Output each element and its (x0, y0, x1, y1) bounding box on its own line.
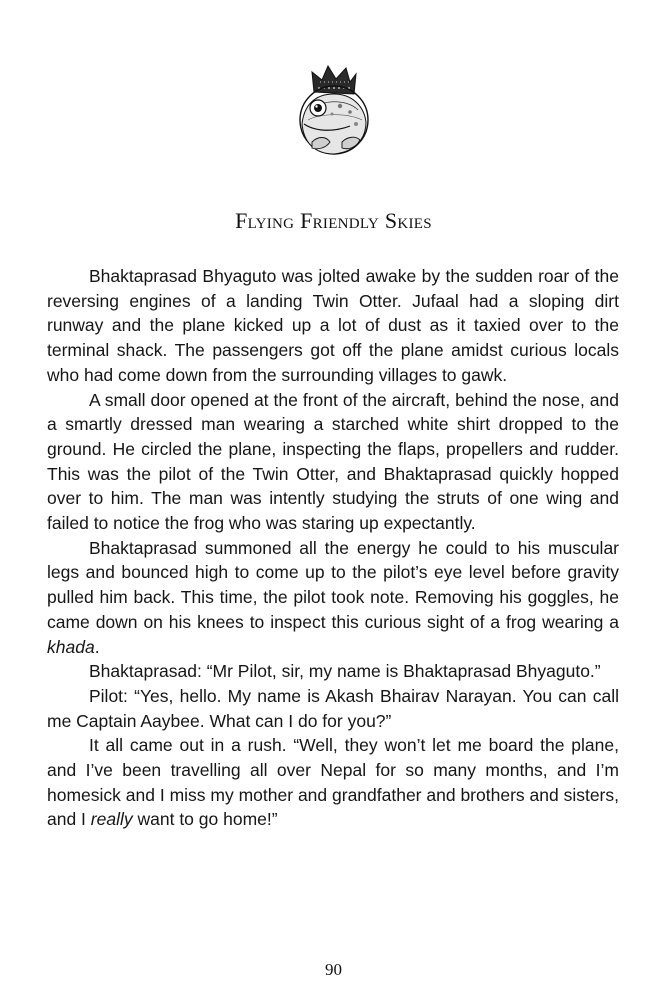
page-number: 90 (325, 960, 342, 979)
text-run: Pilot: “Yes, hello. My name is Akash Bhairav Narayan. You can call me Captain Aaybee. What can I do for you?” (47, 685, 619, 731)
body-paragraph (47, 264, 619, 388)
body-paragraph (47, 684, 619, 733)
text-run: . (94, 636, 100, 657)
italic-term: khada (47, 636, 95, 657)
body-paragraph (47, 536, 619, 660)
italic-term: really (90, 809, 133, 830)
text-run: A small door opened at the front of the aircraft, behind the nose, and a smartly dressed man wearing a starched white shirt dropped to the ground. He circled the plane, inspecting the flaps, propellers and rudder. This was the pilot of the Twin Otter, and Bhaktaprasad quickly hopped over to him. The man was intently studying the struts of one wing and failed to notice the frog who was staring up expectantly. (47, 389, 619, 534)
chapter-body (47, 264, 619, 832)
text-run: Bhaktaprasad Bhyaguto was jolted awake by the sudden roar of the reversing engines of a landing Twin Otter. Jufaal had a sloping dirt runway and the plane kicked up a lot of dust as it taxied over to the terminal shack. The passengers got off the plane amidst curious locals who had come down from the surrounding villages to gawk. (47, 266, 619, 385)
chapter-title: Flying Friendly Skies (235, 208, 432, 233)
frog-emblem-icon (294, 62, 372, 158)
body-paragraph (47, 733, 619, 832)
text-run: Bhaktaprasad summoned all the energy he could to his muscular legs and bounced high to come up to the pilot’s eye level before gravity pulled him back. This time, the pilot took note. Removing his goggles, he came down on his knees to inspect this curious sight of a frog wearing a (47, 537, 619, 632)
body-paragraph (47, 659, 619, 684)
text-run: Bhaktaprasad: “Mr Pilot, sir, my name is Bhaktaprasad Bhyaguto.” (89, 661, 601, 682)
text-run: want to go home!” (132, 809, 278, 830)
body-paragraph (47, 388, 619, 536)
text-run: It all came out in a rush. “Well, they won’t let me board the plane, and I’ve been travelling all over Nepal for so many months, and I’m homesick and I miss my mother and grandfather and brothers and sisters, and I (47, 735, 619, 830)
